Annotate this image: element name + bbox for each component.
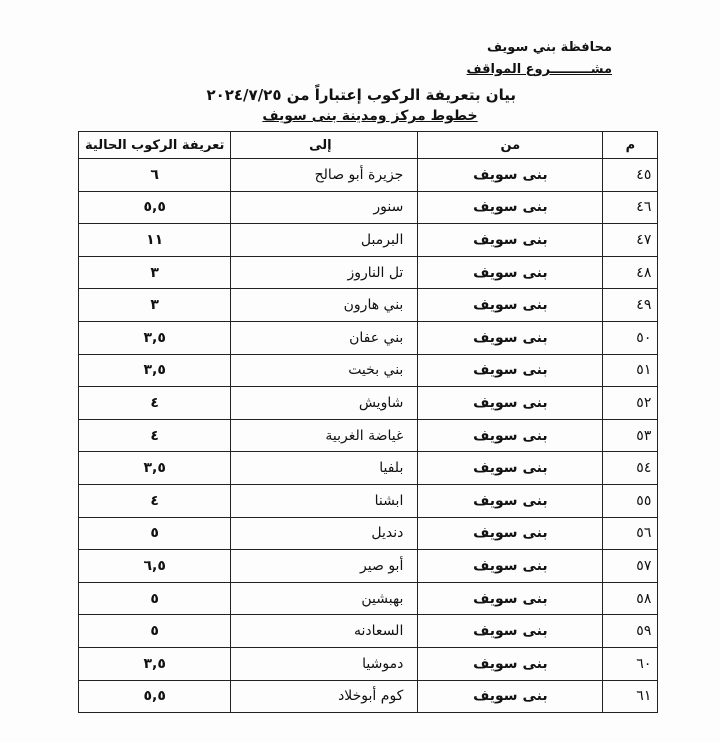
row-from: بنى سويف: [418, 191, 603, 224]
row-to: دنديل: [231, 517, 418, 550]
row-to: بهبشين: [231, 582, 418, 615]
row-number: ٥٧: [603, 550, 658, 583]
row-number: ٥٣: [603, 419, 658, 452]
row-to: تل الناروز: [231, 256, 418, 289]
row-to: بني هارون: [231, 289, 418, 322]
header-fare: تعريفة الركوب الحالية: [79, 132, 231, 159]
table-row: [79, 419, 658, 452]
row-from: بنى سويف: [418, 419, 603, 452]
row-number: ٤٩: [603, 289, 658, 322]
row-fare: ١١: [79, 224, 231, 257]
row-number: ٥٥: [603, 484, 658, 517]
row-number: ٤٥: [603, 159, 658, 192]
table-row: [79, 647, 658, 680]
row-from: بنى سويف: [418, 354, 603, 387]
row-to: سنور: [231, 191, 418, 224]
row-from: بنى سويف: [418, 647, 603, 680]
row-number: ٥٦: [603, 517, 658, 550]
row-from: بنى سويف: [418, 680, 603, 713]
row-to: أبو صير: [231, 550, 418, 583]
table-row: [79, 224, 658, 257]
row-to: البرمبل: [231, 224, 418, 257]
table-header-row: [79, 132, 658, 159]
table-row: [79, 321, 658, 354]
row-from: بنى سويف: [418, 517, 603, 550]
table-row: [79, 387, 658, 420]
governorate-header: محافظة بني سويف: [486, 40, 612, 55]
row-fare: ٥,٥: [79, 191, 231, 224]
row-number: ٥٨: [603, 582, 658, 615]
table-row: [79, 680, 658, 713]
table-row: [79, 615, 658, 648]
table-row: [79, 159, 658, 192]
row-from: بنى سويف: [418, 289, 603, 322]
row-number: ٤٧: [603, 224, 658, 257]
row-from: بنى سويف: [418, 615, 603, 648]
header-from: من: [418, 132, 603, 159]
row-number: ٥١: [603, 354, 658, 387]
header-to: إلى: [231, 132, 418, 159]
row-fare: ٥: [79, 517, 231, 550]
row-fare: ٤: [79, 419, 231, 452]
document-title: بيان بتعريفة الركوب إعتباراً من ٢٠٢٤/٧/٢٥: [206, 86, 516, 104]
table-row: [79, 354, 658, 387]
row-fare: ٦: [79, 159, 231, 192]
row-to: دموشيا: [231, 647, 418, 680]
row-to: جزيرة أبو صالح: [231, 159, 418, 192]
row-from: بنى سويف: [418, 387, 603, 420]
table-row: [79, 452, 658, 485]
row-number: ٥٩: [603, 615, 658, 648]
row-fare: ٣,٥: [79, 452, 231, 485]
row-fare: ٣,٥: [79, 647, 231, 680]
table-row: [79, 191, 658, 224]
row-number: ٥٢: [603, 387, 658, 420]
row-from: بنى سويف: [418, 256, 603, 289]
table-row: [79, 484, 658, 517]
row-to: بلفيا: [231, 452, 418, 485]
row-fare: ٣: [79, 256, 231, 289]
row-fare: ٤: [79, 387, 231, 420]
row-from: بنى سويف: [418, 582, 603, 615]
row-number: ٦١: [603, 680, 658, 713]
table-row: [79, 256, 658, 289]
row-to: شاويش: [231, 387, 418, 420]
row-number: ٥٤: [603, 452, 658, 485]
project-header: مشـــــــــروع المواقف: [466, 62, 612, 77]
table-row: [79, 550, 658, 583]
row-to: بني عفان: [231, 321, 418, 354]
row-to: غياضة الغربية: [231, 419, 418, 452]
row-from: بنى سويف: [418, 484, 603, 517]
table-row: [79, 517, 658, 550]
row-to: كوم أبوخلاد: [231, 680, 418, 713]
fare-table: [78, 131, 658, 713]
row-from: بنى سويف: [418, 452, 603, 485]
row-from: بنى سويف: [418, 550, 603, 583]
row-fare: ٣,٥: [79, 321, 231, 354]
header-num: م: [603, 132, 658, 159]
row-from: بنى سويف: [418, 159, 603, 192]
row-fare: ٥,٥: [79, 680, 231, 713]
row-to: بني بخيت: [231, 354, 418, 387]
row-to: السعادنه: [231, 615, 418, 648]
document-subtitle: خطوط مركز ومدينة بنى سويف: [262, 108, 478, 124]
row-number: ٤٦: [603, 191, 658, 224]
row-number: ٦٠: [603, 647, 658, 680]
row-fare: ٥: [79, 615, 231, 648]
row-fare: ٥: [79, 582, 231, 615]
row-from: بنى سويف: [418, 321, 603, 354]
row-to: ابشنا: [231, 484, 418, 517]
row-number: ٥٠: [603, 321, 658, 354]
row-fare: ٤: [79, 484, 231, 517]
table-row: [79, 582, 658, 615]
table-row: [79, 289, 658, 322]
row-fare: ٣: [79, 289, 231, 322]
row-number: ٤٨: [603, 256, 658, 289]
row-fare: ٦,٥: [79, 550, 231, 583]
row-from: بنى سويف: [418, 224, 603, 257]
row-fare: ٣,٥: [79, 354, 231, 387]
